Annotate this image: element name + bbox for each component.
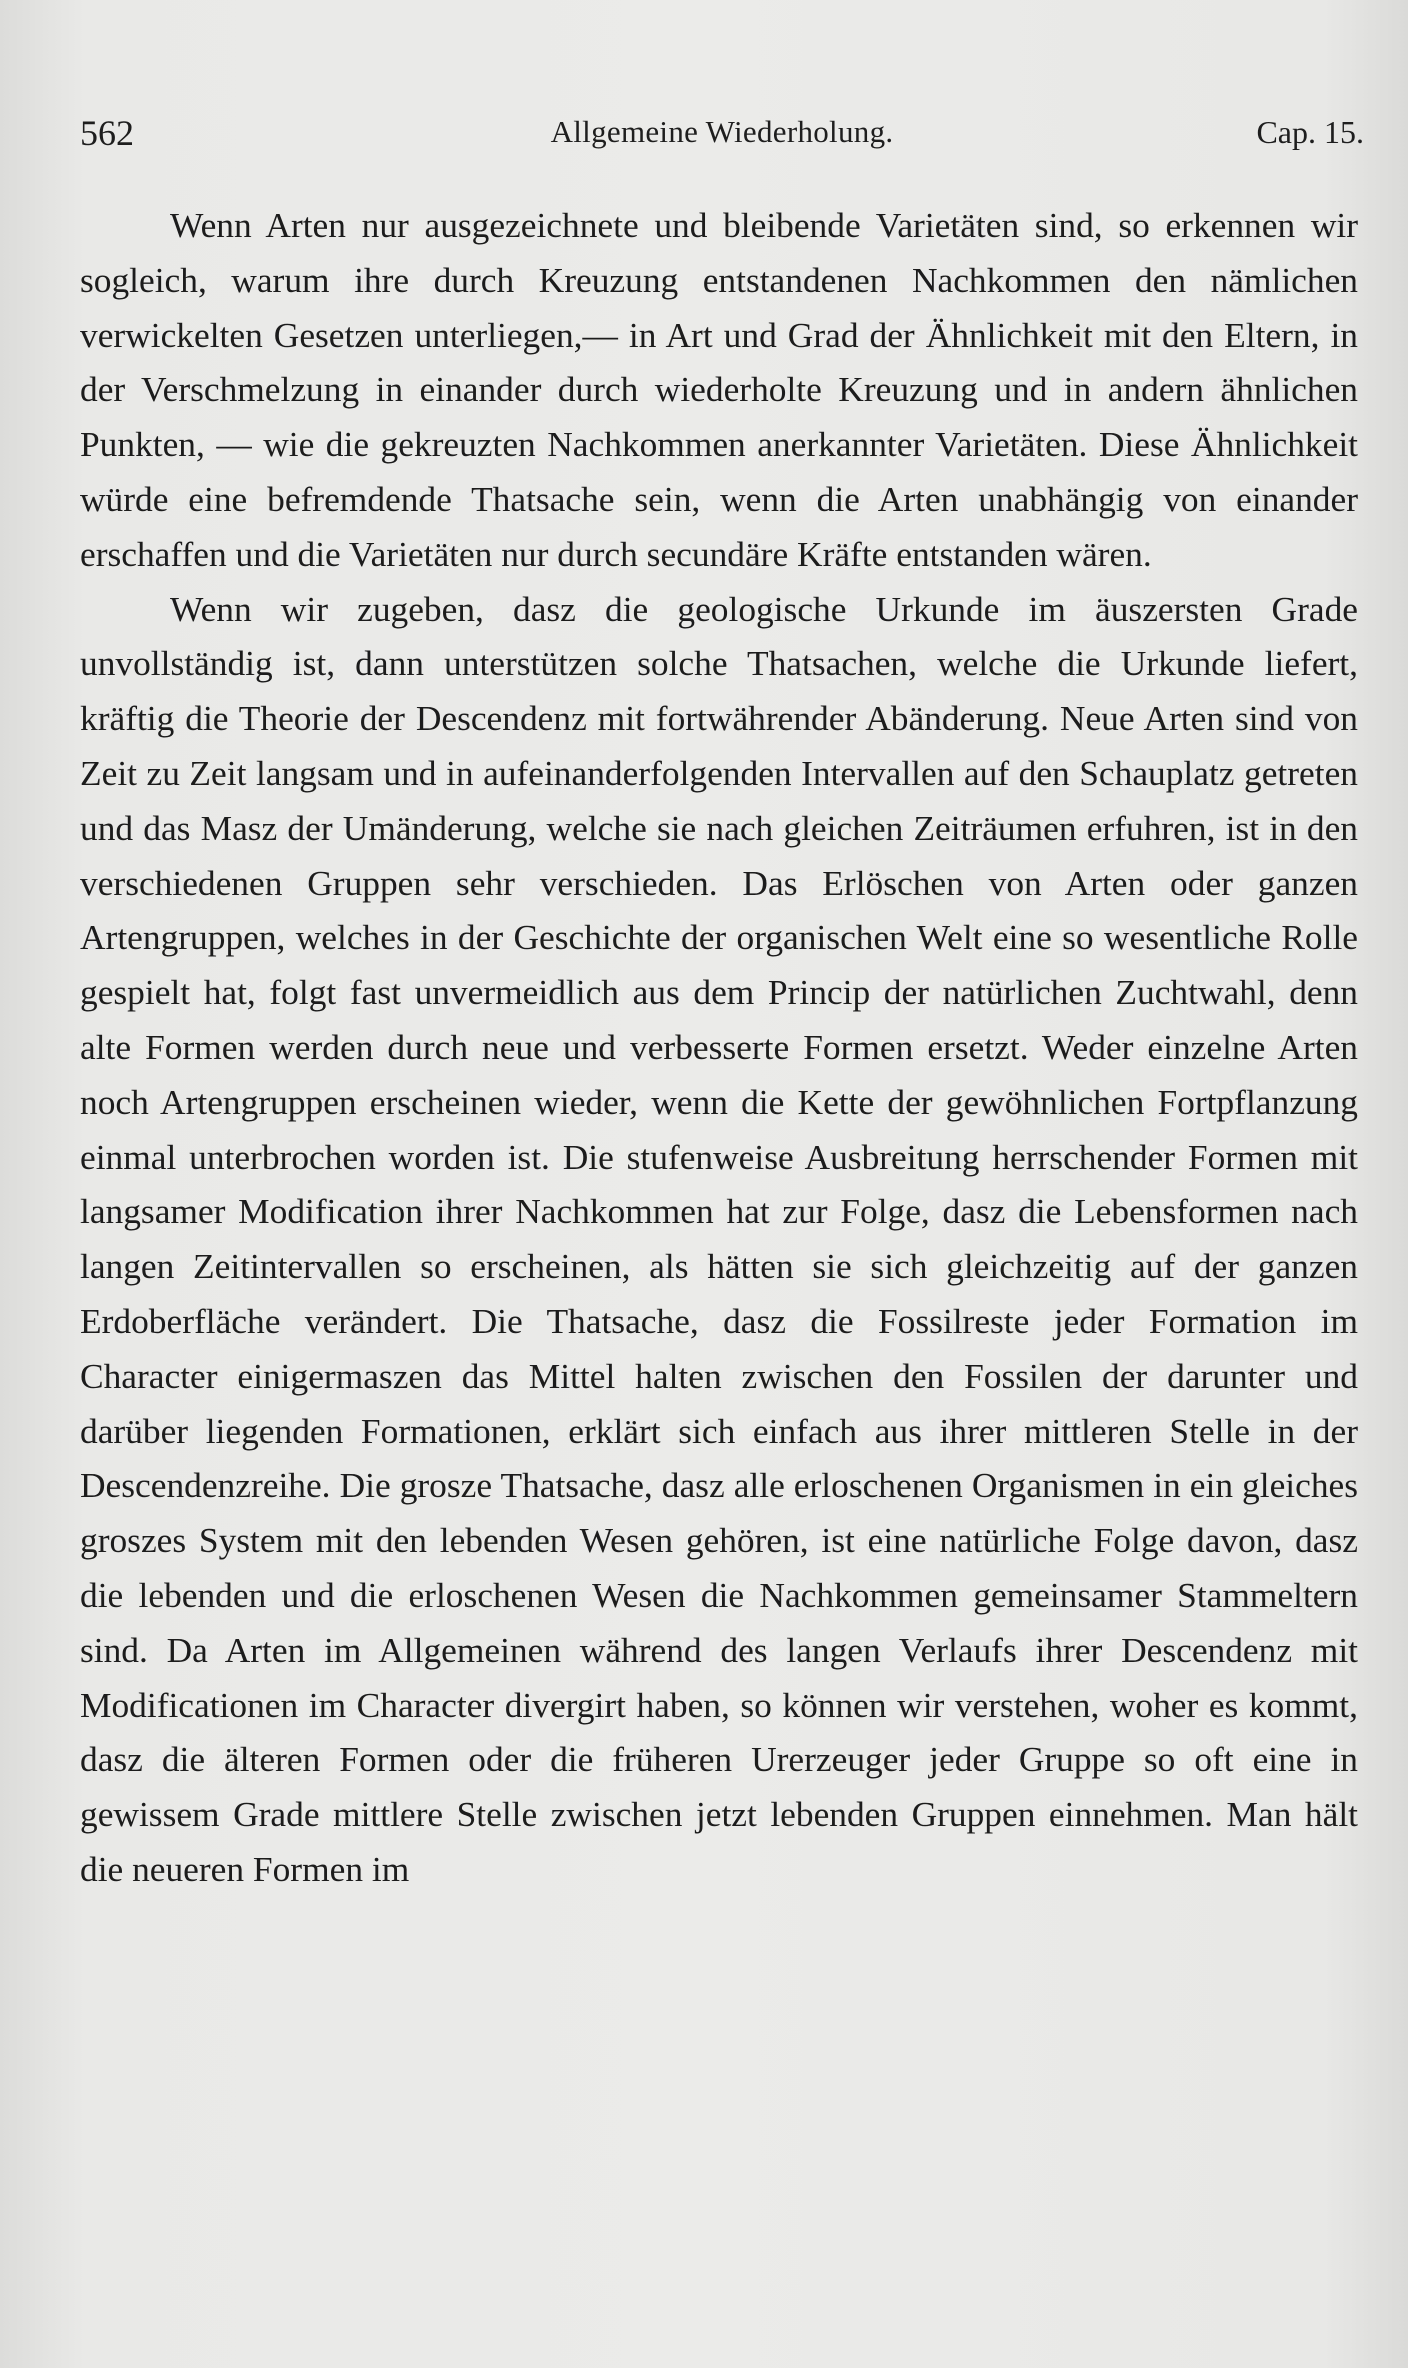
page-number: 562 <box>80 113 134 153</box>
running-title: Allgemeine Wiederholung. <box>550 114 894 149</box>
chapter-label: Cap. 15. <box>1256 114 1364 150</box>
page-header <box>80 112 1364 164</box>
paragraph: Wenn Arten nur ausgezeichnete und bleibende Varietäten sind, so erkennen wir sogleich, warum ihre durch Kreuzung entstandenen Nachkommen den nämlichen verwickelten Gesetzen unterliegen,— in Art und Grad der Ähnlichkeit mit den Eltern, in der Verschmelzung in einander durch wiederholte Kreuzung und in andern ähnlichen Punkten, — wie die gekreuzten Nachkommen anerkannter Varietäten. Diese Ähnlichkeit würde eine befremdende Thatsache sein, wenn die Arten unabhängig von einander erschaffen und die Varietäten nur durch secundäre Kräfte entstanden wären. <box>80 205 1358 574</box>
paragraph: Wenn wir zugeben, dasz die geologische Urkunde im äuszersten Grade unvollständig ist, dann unterstützen solche Thatsachen, welche die Urkunde liefert, kräftig die Theorie der Descendenz mit fortwährender Abänderung. Neue Arten sind von Zeit zu Zeit langsam und in aufeinanderfolgenden Intervallen auf den Schauplatz getreten und das Masz der Umänderung, welche sie nach gleichen Zeiträumen erfuhren, ist in den verschiedenen Gruppen sehr verschieden. Das Erlöschen von Arten oder ganzen Artengruppen, welches in der Geschichte der organischen Welt eine so wesentliche Rolle gespielt hat, folgt fast unvermeidlich aus dem Princip der natürlichen Zuchtwahl, denn alte Formen werden durch neue und verbesserte Formen ersetzt. Weder einzelne Arten noch Artengruppen erscheinen wieder, wenn die Kette der gewöhnlichen Fortpflanzung einmal unterbrochen worden ist. Die stufenweise Ausbreitung herrschender Formen mit langsamer Modification ihrer Nachkommen hat zur Folge, dasz die Lebensformen nach langen Zeitintervallen so erscheinen, als hätten sie sich gleichzeitig auf der ganzen Erdoberfläche verändert. Die Thatsache, dasz die Fossilreste jeder Formation im Character einigermaszen das Mittel halten zwischen den Fossilen der darunter und darüber liegenden Formationen, erklärt sich einfach aus ihrer mittleren Stelle in der Descendenzreihe. Die grosze Thatsache, dasz alle erloschenen Organismen in ein gleiches groszes System mit den lebenden Wesen gehören, ist eine natürliche Folge davon, dasz die lebenden und die erloschenen Wesen die Nachkommen gemeinsamer Stammeltern sind. Da Arten im Allgemeinen während des langen Verlaufs ihrer Descendenz mit Modificationen im Character divergirt haben, so können wir verstehen, woher es kommt, dasz die älteren Formen oder die früheren Urerzeuger jeder Gruppe so oft eine in gewissem Grade mittlere Stelle zwischen jetzt lebenden Gruppen einnehmen. Man hält die neueren Formen im <box>80 588 1358 1889</box>
body-text <box>80 198 1358 1897</box>
